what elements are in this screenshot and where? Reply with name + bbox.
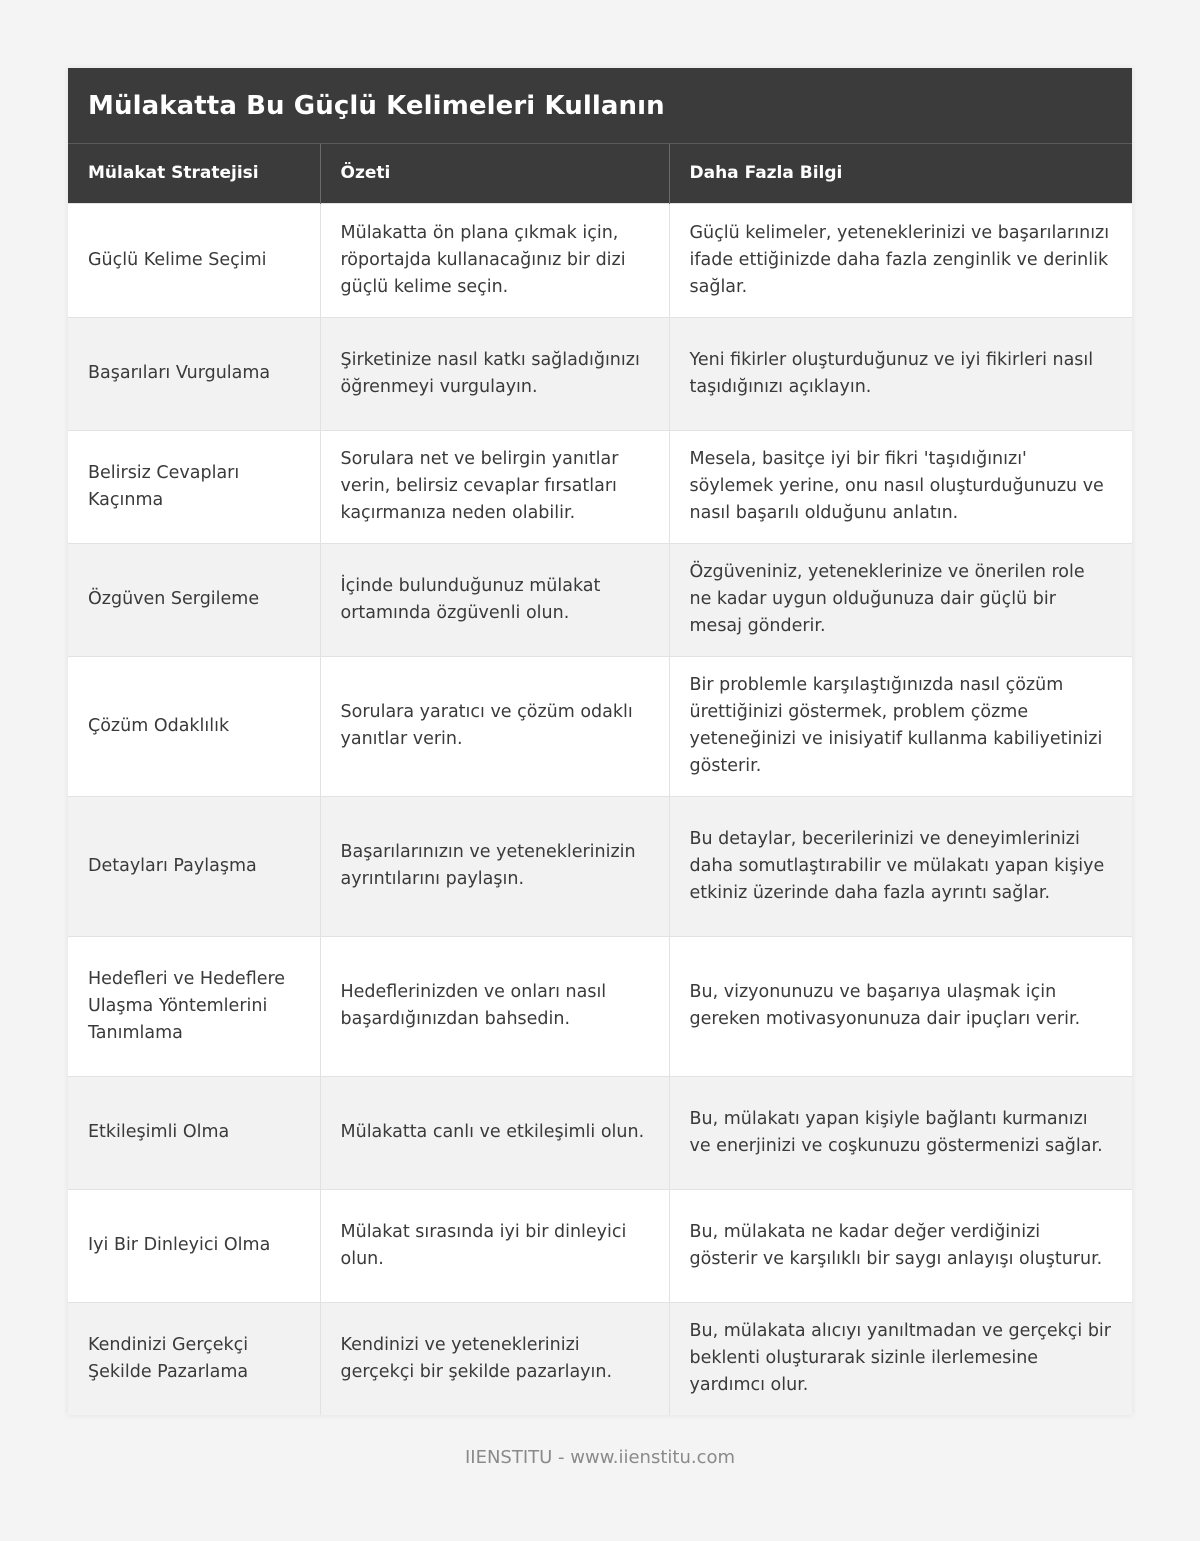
table-header-row [68, 144, 1132, 203]
cell-more-info: Bu, mülakata alıcıyı yanıltmadan ve gerçekçi bir beklenti oluşturarak sizinle ilerlemesine yardımcı olur. [669, 1302, 1132, 1415]
cell-summary: Hedeflerinizden ve onları nasıl başardığınızdan bahsedin. [320, 936, 669, 1076]
table-row [68, 1302, 1132, 1415]
cell-summary: Sorulara net ve belirgin yanıtlar verin, belirsiz cevaplar fırsatları kaçırmanıza neden olabilir. [320, 430, 669, 543]
table-title: Mülakatta Bu Güçlü Kelimeleri Kullanın [88, 90, 665, 121]
cell-more-info: Bu detaylar, becerilerinizi ve deneyimlerinizi daha somutlaştırabilir ve mülakatı yapan kişiye etkiniz üzerinde daha fazla ayrıntı sağlar. [669, 796, 1132, 936]
cell-summary: Sorulara yaratıcı ve çözüm odaklı yanıtlar verin. [320, 656, 669, 796]
cell-strategy: Çözüm Odaklılık [68, 656, 320, 796]
cell-more-info: Yeni fikirler oluşturduğunuz ve iyi fikirleri nasıl taşıdığınızı açıklayın. [669, 317, 1132, 430]
table-row [68, 1189, 1132, 1302]
cell-more-info: Bu, mülakatı yapan kişiyle bağlantı kurmanızı ve enerjinizi ve coşkunuzu göstermenizi sağlar. [669, 1076, 1132, 1189]
table-row [68, 543, 1132, 656]
cell-summary: Mülakat sırasında iyi bir dinleyici olun. [320, 1189, 669, 1302]
table-row [68, 1076, 1132, 1189]
table-title-bar [68, 68, 1132, 144]
cell-more-info: Özgüveniniz, yeteneklerinize ve önerilen role ne kadar uygun olduğunuza dair güçlü bir mesaj gönderir. [669, 543, 1132, 656]
cell-summary: Kendinizi ve yeteneklerinizi gerçekçi bir şekilde pazarlayın. [320, 1302, 669, 1415]
cell-summary: İçinde bulunduğunuz mülakat ortamında özgüvenli olun. [320, 543, 669, 656]
cell-strategy: Başarıları Vurgulama [68, 317, 320, 430]
strategy-table [68, 144, 1132, 1415]
cell-strategy: Özgüven Sergileme [68, 543, 320, 656]
cell-strategy: Iyi Bir Dinleyici Olma [68, 1189, 320, 1302]
cell-summary: Mülakatta canlı ve etkileşimli olun. [320, 1076, 669, 1189]
table-row [68, 317, 1132, 430]
cell-strategy: Etkileşimli Olma [68, 1076, 320, 1189]
table-row [68, 936, 1132, 1076]
footer-credit: IIENSTITU - www.iienstitu.com [464, 1447, 736, 1468]
cell-more-info: Güçlü kelimeler, yeteneklerinizi ve başarılarınızı ifade ettiğinizde daha fazla zenginlik ve derinlik sağlar. [669, 203, 1132, 317]
strategy-table-card [68, 68, 1132, 1415]
cell-more-info: Bu, vizyonunuzu ve başarıya ulaşmak için gereken motivasyonunuza dair ipuçları verir. [669, 936, 1132, 1076]
cell-strategy: Güçlü Kelime Seçimi [68, 203, 320, 317]
cell-strategy: Hedefleri ve Hedeflere Ulaşma Yöntemlerini Tanımlama [68, 936, 320, 1076]
cell-more-info: Bir problemle karşılaştığınızda nasıl çözüm ürettiğinizi göstermek, problem çözme yeteneğinizi ve inisiyatif kullanma kabiliyetinizi gösterir. [669, 656, 1132, 796]
cell-summary: Mülakatta ön plana çıkmak için, röportajda kullanacağınız bir dizi güçlü kelime seçin. [320, 203, 669, 317]
cell-strategy: Belirsiz Cevapları Kaçınma [68, 430, 320, 543]
table-row [68, 796, 1132, 936]
header-more-info: Daha Fazla Bilgi [669, 144, 1132, 203]
header-summary: Özeti [320, 144, 669, 203]
cell-strategy: Kendinizi Gerçekçi Şekilde Pazarlama [68, 1302, 320, 1415]
cell-strategy: Detayları Paylaşma [68, 796, 320, 936]
cell-summary: Şirketinize nasıl katkı sağladığınızı öğrenmeyi vurgulayın. [320, 317, 669, 430]
cell-more-info: Mesela, basitçe iyi bir fikri 'taşıdığınızı' söylemek yerine, onu nasıl oluşturduğunuzu ve nasıl başarılı olduğunu anlatın. [669, 430, 1132, 543]
cell-summary: Başarılarınızın ve yeteneklerinizin ayrıntılarını paylaşın. [320, 796, 669, 936]
table-row [68, 430, 1132, 543]
table-row [68, 656, 1132, 796]
cell-more-info: Bu, mülakata ne kadar değer verdiğinizi gösterir ve karşılıklı bir saygı anlayışı oluşturur. [669, 1189, 1132, 1302]
header-strategy: Mülakat Stratejisi [68, 144, 320, 203]
table-row [68, 203, 1132, 317]
